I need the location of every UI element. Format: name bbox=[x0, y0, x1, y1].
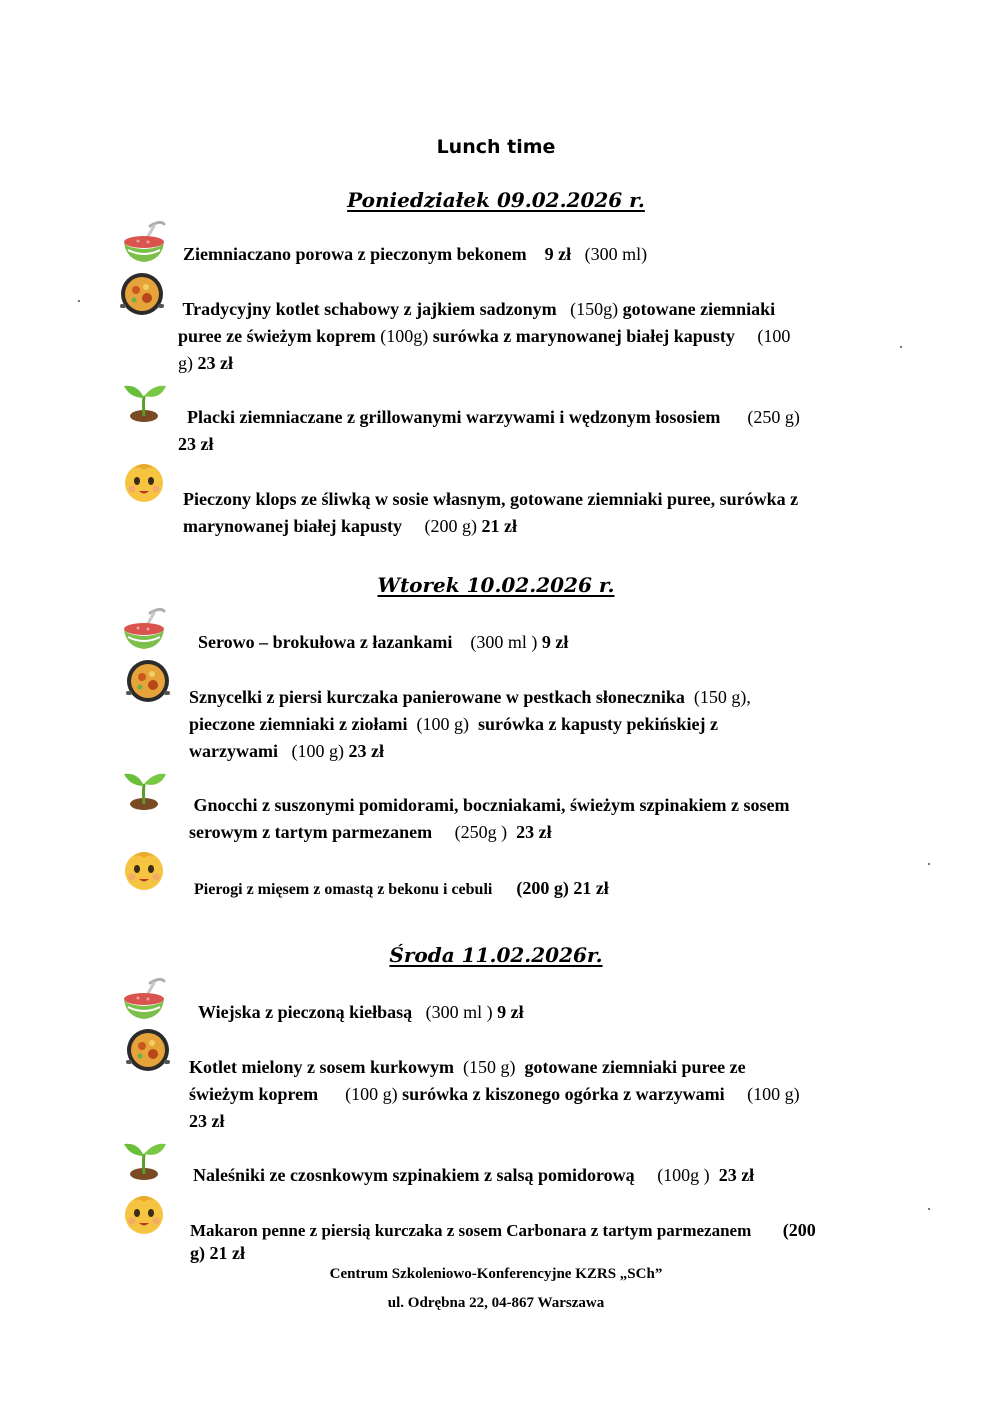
soup-bowl-icon bbox=[120, 220, 168, 268]
seedling-icon bbox=[120, 376, 168, 424]
soup-bowl-icon bbox=[120, 607, 168, 655]
scan-speck bbox=[900, 346, 902, 348]
menu-item-main: Kotlet mielony z sosem kurkowym (150 g) gotowane ziemniaki puree ze świeżym koprem (100 g) surówka z kiszonego ogórka z warzywami (100 g) 23 zł bbox=[189, 1057, 800, 1131]
menu-item-main: Sznycelki z piersi kurczaka panierowane w pestkach słonecznika (150 g), pieczone ziemniaki z ziołami (100 g) surówka z kapusty pekińskiej z warzywami (100 g) 23 zł bbox=[189, 687, 751, 761]
seedling-icon bbox=[120, 764, 168, 812]
menu-item-soup: Wiejska z pieczoną kiełbasą (300 ml ) 9 zł bbox=[198, 1002, 524, 1022]
menu-item-kids: Pierogi z mięsem z omastą z bekonu i cebuli (200 g) 21 zł bbox=[194, 878, 609, 898]
menu-item-soup: Serowo – brokułowa z łazankami (300 ml ) 9 zł bbox=[198, 632, 569, 652]
scan-speck bbox=[928, 863, 930, 865]
footer-address: ul. Odrębna 22, 04-867 Warszawa bbox=[387, 1295, 605, 1311]
menu-item-kids: Pieczony klops ze śliwką w sosie własnym, gotowane ziemniaki puree, surówka z marynowanej białej kapusty (200 g) 21 zł bbox=[183, 489, 799, 536]
scan-speck bbox=[928, 1208, 930, 1210]
menu-item-main: Tradycyjny kotlet schabowy z jajkiem sadzonym (150g) gotowane ziemniaki puree ze świeżym koprem (100g) surówka z marynowanej białej kapusty (100 g) 23 zł bbox=[178, 299, 791, 373]
footer-organization: Centrum Szkoleniowo-Konferencyjne KZRS „SCh” bbox=[329, 1266, 663, 1282]
baby-face-icon bbox=[120, 1190, 168, 1238]
paella-pan-icon bbox=[124, 657, 172, 705]
baby-face-icon bbox=[120, 458, 168, 506]
day-heading-monday: Poniedziałek 09.02.2026 r. bbox=[347, 188, 645, 212]
menu-item-vegetarian: Placki ziemniaczane z grillowanymi warzywami i wędzonym łososiem (250 g) 23 zł bbox=[178, 407, 800, 454]
day-heading-tuesday: Wtorek 10.02.2026 r. bbox=[377, 573, 615, 597]
menu-item-vegetarian: Naleśniki ze czosnkowym szpinakiem z salsą pomidorową (100g ) 23 zł bbox=[193, 1165, 755, 1185]
menu-item-vegetarian: Gnocchi z suszonymi pomidorami, boczniakami, świeżym szpinakiem z sosem serowym z tartym parmezanem (250g ) 23 zł bbox=[189, 795, 790, 842]
day-heading-wednesday: Środa 11.02.2026r. bbox=[389, 943, 603, 967]
paella-pan-icon bbox=[124, 1026, 172, 1074]
menu-item-kids: Makaron penne z piersią kurczaka z sosem Carbonara z tartym parmezanem (200 g) 21 zł bbox=[190, 1220, 816, 1263]
menu-item-soup: Ziemniaczano porowa z pieczonym bekonem 9 zł (300 ml) bbox=[183, 244, 648, 264]
seedling-icon bbox=[120, 1134, 168, 1182]
soup-bowl-icon bbox=[120, 977, 168, 1025]
baby-face-icon bbox=[120, 846, 168, 894]
paella-pan-icon bbox=[118, 270, 166, 318]
page-title: Lunch time bbox=[436, 136, 556, 158]
scan-speck bbox=[78, 300, 80, 302]
